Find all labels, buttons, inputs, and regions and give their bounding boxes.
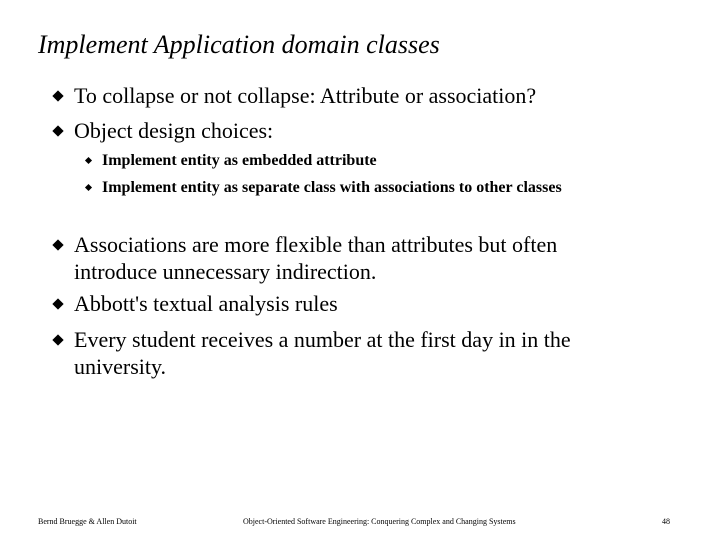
footer-authors: Bernd Bruegge & Allen Dutoit — [38, 517, 137, 526]
sub-bullet-text: Implement entity as separate class with associations to other classes — [102, 179, 562, 196]
sub-bullet-item — [86, 176, 646, 200]
diamond-bullet-icon — [52, 298, 63, 309]
small-diamond-bullet-icon — [85, 184, 92, 191]
diamond-bullet-icon — [52, 90, 63, 101]
bullet-item — [54, 290, 614, 317]
bullet-item — [54, 82, 614, 109]
diamond-bullet-icon — [52, 239, 63, 250]
bullet-text: Object design choices: — [74, 118, 274, 143]
footer-course: Object-Oriented Software Engineering: Conquering Complex and Changing Systems — [243, 517, 516, 526]
diamond-bullet-icon — [52, 125, 63, 136]
slide-title: Implement Application domain classes — [38, 30, 440, 59]
bullet-text: Every student receives a number at the first day in in the university. — [74, 327, 571, 379]
bullet-item — [54, 117, 614, 144]
bullet-text: To collapse or not collapse: Attribute or association? — [74, 83, 537, 108]
diamond-bullet-icon — [52, 334, 63, 345]
bullet-text: Abbott's textual analysis rules — [74, 291, 338, 316]
small-diamond-bullet-icon — [85, 157, 92, 164]
footer-page-number: 48 — [662, 517, 670, 526]
sub-bullet-item — [86, 149, 646, 173]
sub-bullet-text: Implement entity as embedded attribute — [102, 152, 377, 169]
bullet-text: Associations are more flexible than attributes but often introduce unnecessary indirection. — [74, 232, 558, 284]
bullet-item — [54, 231, 614, 285]
bullet-item — [54, 326, 614, 380]
